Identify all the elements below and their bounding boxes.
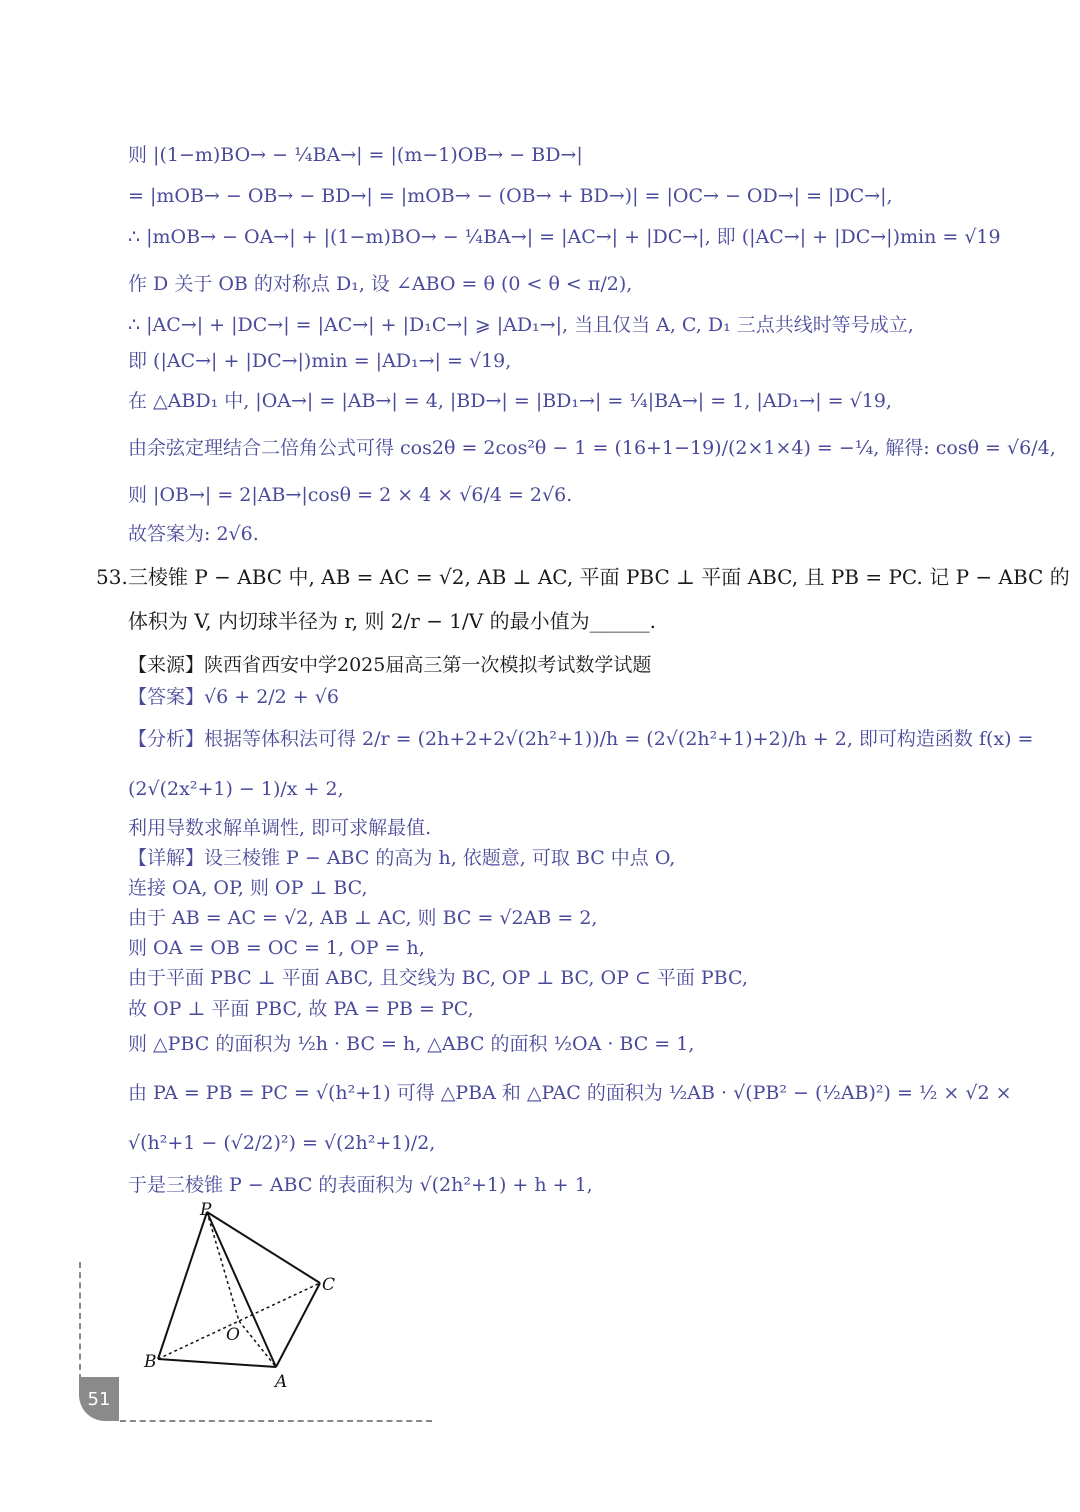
detail-line-2: 连接 OA, OP, 则 OP ⊥ BC, xyxy=(128,877,368,899)
corner-dash-horizontal xyxy=(120,1420,432,1422)
solution-line-5: ∴ |AC→| + |DC→| = |AC→| + |D₁C→| ⩾ |AD₁→|, 当且仅当 A, C, D₁ 三点共线时等号成立, xyxy=(128,314,914,336)
solution-line-3: ∴ |mOB→ − OA→| + |(1−m)BO→ − ¼BA→| = |AC→| + |DC→|, 即 (|AC→| + |DC→|)min = √19 xyxy=(128,226,1001,248)
detail-line-3: 由于 AB = AC = √2, AB ⊥ AC, 则 BC = √2AB = 2, xyxy=(128,907,598,929)
label-o: O xyxy=(226,1325,240,1345)
solution-line-9: 则 |OB→| = 2|AB→|cosθ = 2 × 4 × √6/4 = 2√6. xyxy=(128,484,573,506)
page-number: 51 xyxy=(79,1377,119,1421)
pyramid-figure xyxy=(130,1195,360,1395)
detail-line-10: 于是三棱锥 P − ABC 的表面积为 √(2h²+1) + h + 1, xyxy=(128,1174,593,1196)
analysis-line-1: 【分析】根据等体积法可得 2/r = (2h+2+2√(2h²+1))/h = (2√(2h²+1)+2)/h + 2, 即可构造函数 f(x) = xyxy=(128,728,1034,750)
edge-ac xyxy=(276,1283,320,1367)
question-number: 53. xyxy=(96,565,128,589)
detail-line-9: √(h²+1 − (√2/2)²) = √(2h²+1)/2, xyxy=(128,1132,436,1154)
solution-line-8: 由余弦定理结合二倍角公式可得 cos2θ = 2cos²θ − 1 = (16+1−19)/(2×1×4) = −¼, 解得: cosθ = √6/4, xyxy=(128,437,1056,459)
solution-line-7: 在 △ABD₁ 中, |OA→| = |AB→| = 4, |BD→| = |BD₁→| = ¼|BA→| = 1, |AD₁→| = √19, xyxy=(128,390,892,412)
source-line: 【来源】陕西省西安中学2025届高三第一次模拟考试数学试题 xyxy=(128,654,652,676)
analysis-line-2: (2√(2x²+1) − 1)/x + 2, xyxy=(128,778,344,800)
question-line-1: 三棱锥 P − ABC 中, AB = AC = √2, AB ⊥ AC, 平面 PBC ⊥ 平面 ABC, 且 PB = PC. 记 P − ABC 的 xyxy=(128,565,1070,589)
analysis-line-3: 利用导数求解单调性, 即可求解最值. xyxy=(128,817,432,839)
edge-pb xyxy=(158,1212,207,1359)
solution-line-1: 则 |(1−m)BO→ − ¼BA→| = |(m−1)OB→ − BD→| xyxy=(128,144,583,166)
label-b: B xyxy=(144,1352,157,1372)
question-line-2: 体积为 V, 内切球半径为 r, 则 2/r − 1/V 的最小值为______. xyxy=(128,609,656,633)
detail-line-8: 由 PA = PB = PC = √(h²+1) 可得 △PBA 和 △PAC 的面积为 ½AB · √(PB² − (½AB)²) = ½ × √2 × xyxy=(128,1082,1012,1104)
label-a: A xyxy=(275,1372,288,1392)
detail-line-5: 由于平面 PBC ⊥ 平面 ABC, 且交线为 BC, OP ⊥ BC, OP ⊂ 平面 PBC, xyxy=(128,967,748,989)
label-p: P xyxy=(200,1200,212,1220)
label-c: C xyxy=(322,1275,336,1295)
detail-line-1: 【详解】设三棱锥 P − ABC 的高为 h, 依题意, 可取 BC 中点 O, xyxy=(128,847,676,869)
detail-line-6: 故 OP ⊥ 平面 PBC, 故 PA = PB = PC, xyxy=(128,998,474,1020)
solution-line-4: 作 D 关于 OB 的对称点 D₁, 设 ∠ABO = θ (0 < θ < π/2), xyxy=(128,273,633,295)
edge-pa xyxy=(207,1212,276,1367)
answer-line: 【答案】√6 + 2/2 + √6 xyxy=(128,686,339,708)
edge-ba xyxy=(158,1359,276,1367)
solution-line-2: = |mOB→ − OB→ − BD→| = |mOB→ − (OB→ + BD→)| = |OC→ − OD→| = |DC→|, xyxy=(128,185,893,207)
solution-line-6: 即 (|AC→| + |DC→|)min = |AD₁→| = √19, xyxy=(128,350,512,372)
detail-line-4: 则 OA = OB = OC = 1, OP = h, xyxy=(128,937,425,959)
detail-line-7: 则 △PBC 的面积为 ½h · BC = h, △ABC 的面积 ½OA · BC = 1, xyxy=(128,1033,695,1055)
solution-line-10: 故答案为: 2√6. xyxy=(128,523,259,545)
corner-dash-vertical xyxy=(79,1262,81,1380)
